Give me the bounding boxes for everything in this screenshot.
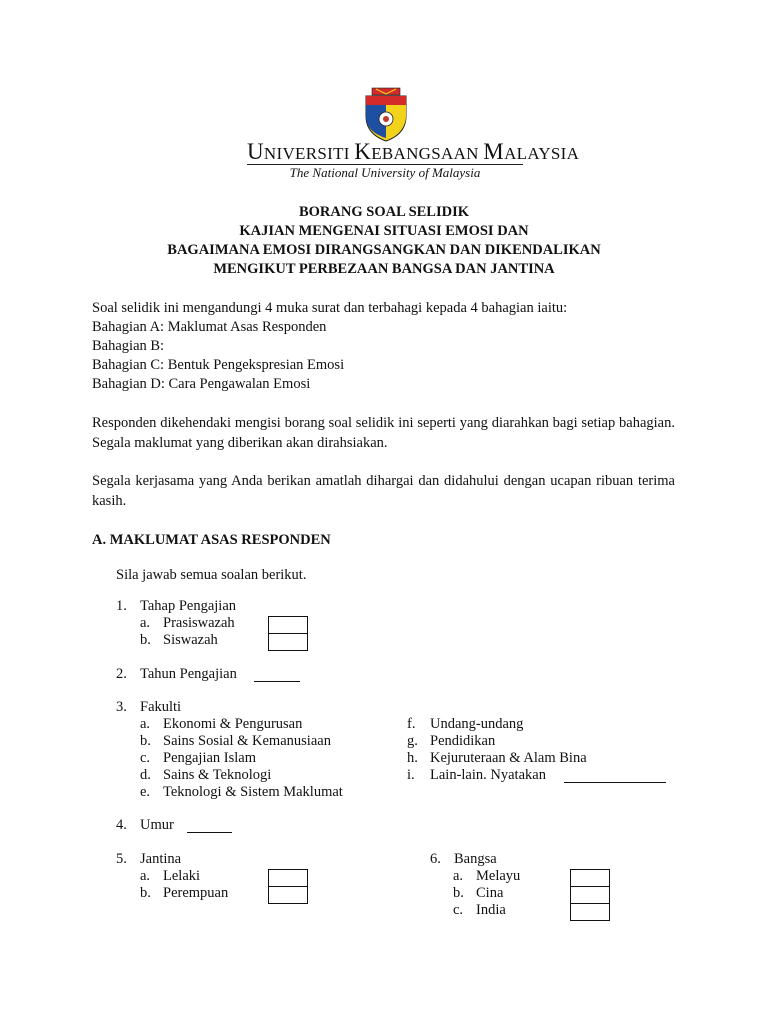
q3-option-g: g. Pendidikan bbox=[407, 733, 496, 749]
q3-option-h: h. Kejuruteraan & Alam Bina bbox=[407, 750, 587, 766]
q3-option-e: e. Teknologi & Sistem Maklumat bbox=[140, 784, 343, 800]
q3-option-a: a. Ekonomi & Pengurusan bbox=[140, 716, 303, 732]
form-title-line3: BAGAIMANA EMOSI DIRANGSANGKAN DAN DIKENDALIKAN bbox=[167, 242, 601, 258]
university-subtitle: The National University of Malaysia bbox=[289, 165, 481, 180]
q6-option-a: a. Melayu bbox=[453, 868, 521, 884]
q1-option-a: a. Prasiswazah bbox=[140, 615, 235, 631]
q2-answer-blank[interactable] bbox=[254, 668, 300, 682]
q6-option-b-checkbox[interactable] bbox=[570, 886, 610, 904]
part-b-text: Bahagian B: bbox=[92, 338, 165, 354]
form-title-line1: BORANG SOAL SELIDIK bbox=[298, 204, 470, 220]
question-5: 5. Jantina bbox=[116, 851, 182, 867]
q6-option-c: c. India bbox=[453, 902, 506, 918]
instruction-paragraph: Responden dikehendaki mengisi borang soal selidik ini seperti yang diarahkan bagi setiap bahagian. Segala maklumat yang diberikan akan dirahsiakan. bbox=[92, 415, 675, 451]
q5-option-b-checkbox[interactable] bbox=[268, 886, 308, 904]
part-d-text: Bahagian D: Cara Pengawalan Emosi bbox=[92, 376, 311, 392]
q3-option-b: b. Sains Sosial & Kemanusiaan bbox=[140, 733, 331, 749]
question-3: 3. Fakulti bbox=[116, 699, 182, 715]
q6-option-c-checkbox[interactable] bbox=[570, 903, 610, 921]
intro-text: Soal selidik ini mengandungi 4 muka surat dan terbahagi kepada 4 bahagian iaitu: bbox=[92, 300, 568, 316]
question-1: 1. Tahap Pengajian bbox=[116, 598, 237, 614]
q5-option-b: b. Perempuan bbox=[140, 885, 229, 901]
q5-option-a: a. Lelaki bbox=[140, 868, 201, 884]
form-title-line2: KAJIAN MENGENAI SITUASI EMOSI DAN bbox=[239, 223, 529, 239]
thanks-paragraph: Segala kerjasama yang Anda berikan amatlah dihargai dan didahului dengan ucapan ribuan terima kasih. bbox=[92, 473, 675, 509]
q1-option-b: b. Siswazah bbox=[140, 632, 218, 648]
part-c-text: Bahagian C: Bentuk Pengekspresian Emosi bbox=[92, 357, 345, 373]
question-4: 4. Umur bbox=[116, 817, 174, 833]
q4-answer-blank[interactable] bbox=[187, 819, 232, 833]
q3-option-i: i. Lain-lain. Nyatakan bbox=[407, 767, 546, 783]
part-a-text: Bahagian A: Maklumat Asas Responden bbox=[92, 319, 327, 335]
q3-other-blank[interactable] bbox=[564, 769, 666, 783]
q1-option-a-checkbox[interactable] bbox=[268, 616, 308, 634]
section-a-instruction: Sila jawab semua soalan berikut. bbox=[116, 567, 307, 583]
question-2: 2. Tahun Pengajian bbox=[116, 666, 237, 682]
university-crest-logo bbox=[362, 86, 410, 142]
q6-option-b: b. Cina bbox=[453, 885, 504, 901]
q1-option-b-checkbox[interactable] bbox=[268, 633, 308, 651]
q3-option-f: f. Undang-undang bbox=[407, 716, 524, 732]
q3-option-c: c. Pengajian Islam bbox=[140, 750, 257, 766]
question-6: 6. Bangsa bbox=[430, 851, 497, 867]
section-a-heading: A. MAKLUMAT ASAS RESPONDEN bbox=[92, 532, 331, 548]
q5-option-a-checkbox[interactable] bbox=[268, 869, 308, 887]
university-name: UNIVERSITI KEBANGSAAN MALAYSIA bbox=[247, 139, 580, 164]
q6-option-a-checkbox[interactable] bbox=[570, 869, 610, 887]
form-title-line4: MENGIKUT PERBEZAAN BANGSA DAN JANTINA bbox=[213, 261, 555, 277]
q3-option-d: d. Sains & Teknologi bbox=[140, 767, 272, 783]
